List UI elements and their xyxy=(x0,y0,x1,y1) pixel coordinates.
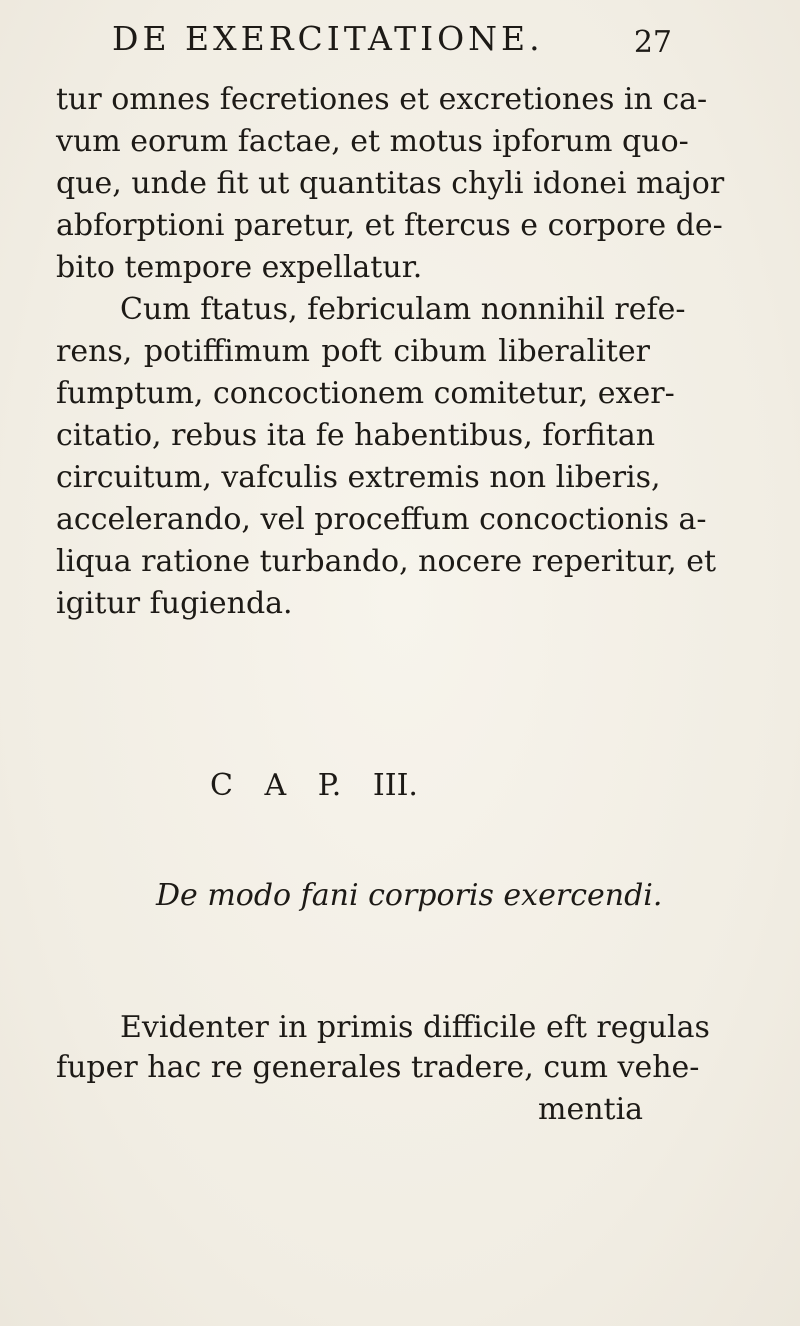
text-line: igitur fugienda. xyxy=(56,586,293,621)
running-title: DE EXERCITATIONE. xyxy=(112,19,544,58)
chapter-subtitle: De modo fani corporis exercendi. xyxy=(156,878,663,913)
text-line: citatio, rebus ita fe habentibus, forfitan xyxy=(56,418,656,453)
page-number: 27 xyxy=(633,25,672,60)
running-header xyxy=(112,14,672,64)
catchword: mentia xyxy=(538,1092,644,1127)
text-line: que, unde fit ut quantitas chyli idonei major xyxy=(56,166,725,201)
chapter-heading: C A P. III. xyxy=(210,768,418,803)
paragraph-start-line: Cum ftatus, febriculam nonnihil refe- xyxy=(120,292,686,327)
text-line: bito tempore expellatur. xyxy=(56,250,423,285)
text-line: tur omnes fecretiones et excretiones in ca- xyxy=(56,82,708,117)
text-line: rens, potiffimum poft cibum liberaliter xyxy=(56,334,650,369)
paragraph-start-line: Evidenter in primis difficile eft regulas xyxy=(120,1010,710,1045)
text-line: vum eorum factae, et motus ipforum quo- xyxy=(56,124,689,159)
text-line: liqua ratione turbando, nocere reperitur, et xyxy=(56,544,717,579)
text-line: abforptioni paretur, et ftercus e corpore de- xyxy=(56,208,723,243)
text-line: fuper hac re generales tradere, cum vehe- xyxy=(56,1050,700,1085)
text-line: accelerando, vel proceffum concoctionis a- xyxy=(56,502,707,537)
text-line: circuitum, vafculis extremis non liberis, xyxy=(56,460,661,495)
text-line: fumptum, concoctionem comitetur, exer- xyxy=(56,376,675,411)
